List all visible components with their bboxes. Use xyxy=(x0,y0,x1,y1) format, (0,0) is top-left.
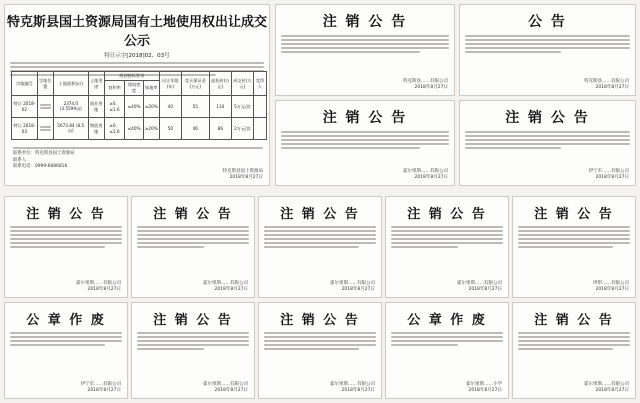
table-cell xyxy=(37,118,53,140)
table-row xyxy=(12,118,267,140)
table-cell: 特让 2018-03 xyxy=(12,118,38,140)
table-header: 土地面积(㎡) xyxy=(53,72,88,96)
notice-card xyxy=(258,196,382,298)
table-cell: 40 xyxy=(159,96,181,118)
signer: 霍尔果斯……有限公司 xyxy=(330,281,375,286)
table-cell: ≥0，≤1.6 xyxy=(104,118,125,140)
notice-card xyxy=(131,302,255,399)
table-cell: ≤40% xyxy=(125,96,144,118)
table-cell: 46 xyxy=(181,118,209,140)
date: 2018年8月27日 xyxy=(341,287,375,292)
table-cell: 商业用地 xyxy=(88,96,104,118)
contact-line: 联系电话：0999-6686816 xyxy=(13,164,68,169)
contact-line: 联系单位：特克斯县国土资源局 xyxy=(13,151,75,156)
date: 2018年8月27日 xyxy=(341,388,375,393)
table-cell: ≥20% xyxy=(143,96,159,118)
notice-title: 注 销 公 告 xyxy=(280,313,360,328)
notice-card xyxy=(275,100,455,186)
notice-card xyxy=(4,302,128,399)
notice-card xyxy=(385,302,509,399)
date: 2018年8月27日 xyxy=(468,388,502,393)
signer: 特克斯县……有限公司 xyxy=(403,79,448,84)
notice-card xyxy=(459,4,636,96)
land-notice-doc-no: 特让示字[2018]02、03号 xyxy=(104,53,170,59)
table-header: 成交价(万元) xyxy=(232,72,254,96)
table-cell: ≥20% xyxy=(143,118,159,140)
table-cell xyxy=(37,96,53,118)
table-cell: 2万元/次 xyxy=(232,118,254,140)
notice-title: 公 章 作 废 xyxy=(407,313,487,328)
date: 2018年8月27日 xyxy=(595,388,629,393)
notice-card xyxy=(131,196,255,298)
date: 2018年8月27日 xyxy=(214,287,248,292)
table-header: 宗地位置 xyxy=(37,72,53,96)
signer: 伊犁……有限公司 xyxy=(593,281,629,286)
signer: 霍尔果斯……有限公司 xyxy=(403,169,448,174)
signer: 特克斯县……有限公司 xyxy=(584,79,629,84)
table-cell: 110 xyxy=(209,96,231,118)
table-cell: ≥0，≤1.6 xyxy=(104,96,125,118)
table-cell: 86 xyxy=(209,118,231,140)
notice-title: 注 销 公 告 xyxy=(505,110,590,126)
table-header: 起始价(万元) xyxy=(209,72,231,96)
signer: 伊宁市……有限公司 xyxy=(80,382,121,387)
table-cell: 5673.84 (8.5亩) xyxy=(53,118,88,140)
body-line xyxy=(10,62,264,64)
date: 2018年8月27日 xyxy=(414,85,448,90)
date: 2018年8月27日 xyxy=(595,287,629,292)
notice-card xyxy=(275,4,455,96)
land-transfer-notice xyxy=(4,4,270,186)
signer: 霍尔果斯……有限公司 xyxy=(457,281,502,286)
table-cell xyxy=(253,118,266,140)
date: 2018年8月27日 xyxy=(87,287,121,292)
notice-card xyxy=(512,302,636,399)
land-signature-block xyxy=(223,169,264,181)
table-subheader: 建筑密度 xyxy=(125,81,144,96)
notice-card xyxy=(459,100,636,186)
notice-title: 注 销 公 告 xyxy=(153,313,233,328)
signer: 霍尔果斯……有限公司 xyxy=(203,281,248,286)
signer: 霍尔果斯……有限公司 xyxy=(584,382,629,387)
table-row xyxy=(12,96,267,118)
notice-card xyxy=(385,196,509,298)
notice-title: 注 销 公 告 xyxy=(322,110,408,126)
table-header: 土地用途 xyxy=(88,72,104,96)
land-contacts xyxy=(13,145,263,171)
date: 2018年8月27日 xyxy=(214,388,248,393)
notice-card xyxy=(4,196,128,298)
land-notice-title: 特克斯县国土资源局国有土地使用权出让成交公示 xyxy=(6,15,267,49)
signer: 霍尔果斯……有限公司 xyxy=(76,281,121,286)
table-header: 竞得人 xyxy=(253,72,266,96)
date: 2018年8月27日 xyxy=(468,287,502,292)
date: 2018年8月27日 xyxy=(229,175,263,180)
table-cell: 2374.0 (3.5599亩) xyxy=(53,96,88,118)
notice-title: 注 销 公 告 xyxy=(407,207,487,222)
date: 2018年8月27日 xyxy=(595,85,629,90)
notice-card xyxy=(512,196,636,298)
body-line xyxy=(10,66,264,68)
date: 2018年8月27日 xyxy=(87,388,121,393)
notice-title: 注 销 公 告 xyxy=(280,207,360,222)
notice-title: 公 章 作 废 xyxy=(26,313,106,328)
notice-title: 注 销 公 告 xyxy=(534,207,614,222)
table-cell: 物流用地 xyxy=(88,118,104,140)
notice-title: 注 销 公 告 xyxy=(534,313,614,328)
table-header: 竞买保证金(万元) xyxy=(181,72,209,96)
notice-title: 公 告 xyxy=(528,14,567,30)
date: 2018年8月27日 xyxy=(414,175,448,180)
table-header: 规划指标要求 xyxy=(104,72,159,81)
table-cell xyxy=(253,96,266,118)
signer: 伊宁市……有限公司 xyxy=(588,169,629,174)
table-header: 出让年限(年) xyxy=(159,72,181,96)
table-cell: 5万元/次 xyxy=(232,96,254,118)
table-cell: 50 xyxy=(159,118,181,140)
notice-card xyxy=(258,302,382,399)
signer: 霍尔果斯……有限公司 xyxy=(330,382,375,387)
table-cell: ≤40% xyxy=(125,118,144,140)
contact-line: 联系人： xyxy=(13,157,31,163)
signer: 霍尔果斯……小学 xyxy=(466,382,502,387)
notice-title: 注 销 公 告 xyxy=(26,207,106,222)
signer: 霍尔果斯……有限公司 xyxy=(203,382,248,387)
table-cell: 特让 2018-02 xyxy=(12,96,38,118)
table-subheader: 容积率 xyxy=(104,81,125,96)
signature: 特克斯县国土资源局 xyxy=(222,169,263,174)
table-subheader: 绿地率 xyxy=(143,81,159,96)
notice-title: 注 销 公 告 xyxy=(322,14,408,30)
notice-title: 注 销 公 告 xyxy=(153,207,233,222)
table-header: 宗地编号 xyxy=(12,72,38,96)
land-table xyxy=(11,71,267,140)
table-cell: 55 xyxy=(181,96,209,118)
date: 2018年8月27日 xyxy=(595,175,629,180)
